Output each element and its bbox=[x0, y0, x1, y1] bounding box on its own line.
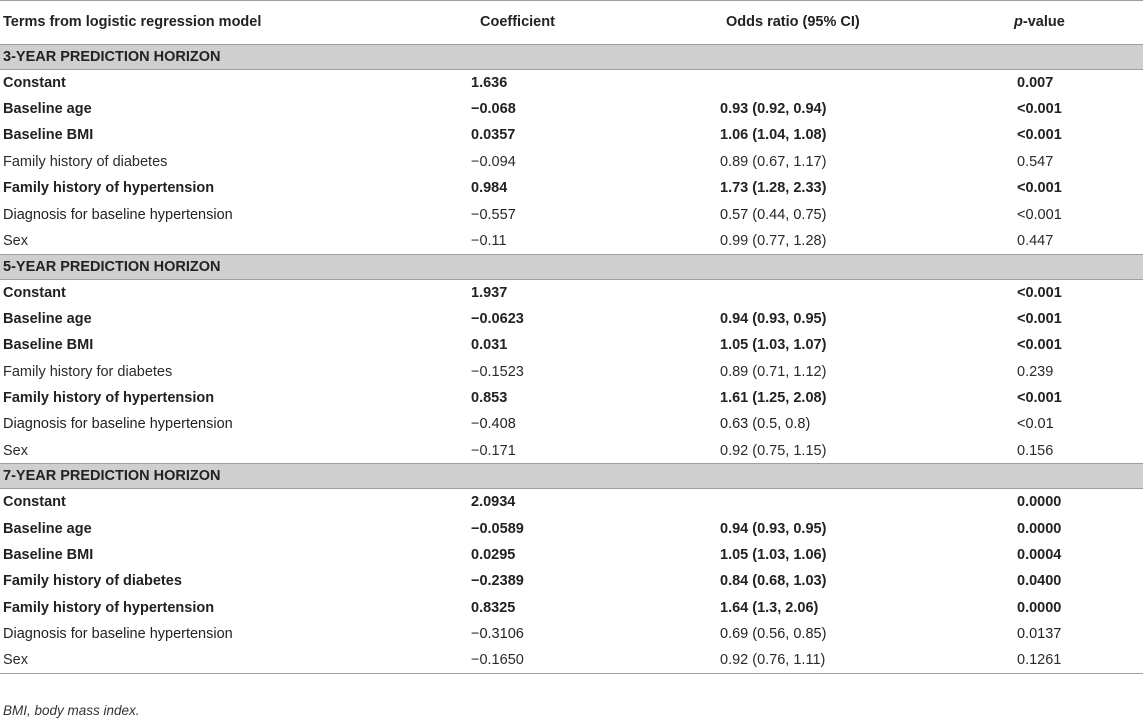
table-row bbox=[0, 489, 1143, 515]
odds-ratio-cell: 0.94 (0.93, 0.95) bbox=[720, 520, 827, 537]
odds-ratio-cell: 0.69 (0.56, 0.85) bbox=[720, 626, 827, 643]
p-value-cell: 0.447 bbox=[1017, 232, 1054, 249]
coefficient-cell: −0.2389 bbox=[471, 573, 524, 590]
table-row bbox=[0, 279, 1143, 305]
odds-ratio-cell bbox=[652, 279, 987, 305]
table-row bbox=[0, 332, 1143, 358]
p-value-cell: <0.001 bbox=[1017, 180, 1062, 197]
odds-ratio-cell: 1.73 (1.28, 2.33) bbox=[720, 180, 827, 197]
section-title: 7-YEAR PREDICTION HORIZON bbox=[0, 464, 1143, 489]
table-row bbox=[0, 175, 1143, 201]
term-cell: Sex bbox=[0, 647, 364, 673]
odds-ratio-cell: 0.84 (0.68, 1.03) bbox=[720, 573, 827, 590]
table-row bbox=[0, 595, 1143, 621]
term-cell: Family history of hypertension bbox=[3, 180, 215, 197]
term-cell: Constant bbox=[3, 74, 66, 91]
section-title: 3-YEAR PREDICTION HORIZON bbox=[0, 45, 1143, 70]
coefficient-cell: 0.984 bbox=[471, 180, 508, 197]
coefficient-cell: 0.0295 bbox=[471, 546, 516, 563]
odds-ratio-cell: 0.99 (0.77, 1.28) bbox=[720, 232, 827, 249]
term-cell: Diagnosis for baseline hypertension bbox=[3, 206, 233, 223]
coefficient-cell: 1.636 bbox=[471, 74, 508, 91]
odds-ratio-cell: 1.05 (1.03, 1.07) bbox=[720, 337, 827, 354]
table-row bbox=[0, 70, 1143, 96]
p-value-cell: 0.0000 bbox=[1017, 520, 1062, 537]
odds-ratio-cell bbox=[652, 70, 987, 96]
header-coefficient: Coefficient bbox=[364, 1, 652, 45]
table-row bbox=[0, 306, 1143, 332]
term-cell: Family history of diabetes bbox=[3, 153, 168, 170]
section-header-row bbox=[0, 464, 1143, 489]
odds-ratio-cell: 1.61 (1.25, 2.08) bbox=[720, 389, 827, 406]
p-value-cell: 0.0000 bbox=[1017, 599, 1062, 616]
table-row bbox=[0, 542, 1143, 568]
odds-ratio-cell: 0.89 (0.67, 1.17) bbox=[720, 153, 827, 170]
table-body bbox=[0, 45, 1143, 674]
p-value-cell: 0.007 bbox=[1017, 74, 1054, 91]
table-row bbox=[0, 515, 1143, 541]
term-cell: Sex bbox=[3, 232, 28, 249]
term-cell: Baseline age bbox=[3, 101, 92, 118]
p-value-cell: <0.001 bbox=[1017, 101, 1062, 118]
term-cell: Baseline age bbox=[3, 310, 92, 327]
term-cell: Family history of hypertension bbox=[3, 389, 215, 406]
coefficient-cell: −0.3106 bbox=[471, 626, 524, 643]
p-value-cell: <0.001 bbox=[1017, 310, 1062, 327]
header-odds-ratio: Odds ratio (95% CI) bbox=[652, 1, 987, 45]
term-cell: Baseline BMI bbox=[3, 546, 94, 563]
section-title: 5-YEAR PREDICTION HORIZON bbox=[0, 254, 1143, 279]
section-header-row bbox=[0, 45, 1143, 70]
term-cell: Diagnosis for baseline hypertension bbox=[3, 416, 233, 433]
term-cell: Baseline BMI bbox=[3, 337, 94, 354]
table-row bbox=[0, 411, 1143, 437]
coefficient-cell: −0.068 bbox=[471, 101, 516, 118]
section-header-row bbox=[0, 254, 1143, 279]
term-cell: Sex bbox=[3, 442, 28, 459]
odds-ratio-cell bbox=[652, 489, 987, 515]
p-value-cell: 0.547 bbox=[1017, 153, 1054, 170]
odds-ratio-cell: 0.93 (0.92, 0.94) bbox=[720, 101, 827, 118]
term-cell: Family history of diabetes bbox=[3, 573, 182, 590]
header-row bbox=[0, 1, 1143, 45]
odds-ratio-cell: 0.92 (0.75, 1.15) bbox=[720, 442, 827, 459]
coefficient-cell: 0.0357 bbox=[471, 127, 516, 144]
p-value-cell: 0.0004 bbox=[1017, 546, 1062, 563]
term-cell: Baseline age bbox=[3, 520, 92, 537]
term-cell: Constant bbox=[3, 284, 66, 301]
odds-ratio-cell: 0.89 (0.71, 1.12) bbox=[720, 363, 827, 380]
term-cell: Baseline BMI bbox=[3, 127, 94, 144]
table-row bbox=[0, 201, 1143, 227]
p-value-cell: <0.001 bbox=[1017, 284, 1062, 301]
odds-ratio-cell: 0.63 (0.5, 0.8) bbox=[720, 416, 811, 433]
coefficient-cell: −0.0623 bbox=[471, 310, 524, 327]
table-row bbox=[0, 621, 1143, 647]
term-cell: Diagnosis for baseline hypertension bbox=[3, 626, 233, 643]
table-row bbox=[0, 96, 1143, 122]
coefficient-cell: 2.0934 bbox=[471, 494, 516, 511]
coefficient-cell: −0.1650 bbox=[364, 647, 652, 673]
coefficient-cell: −0.11 bbox=[471, 232, 507, 249]
odds-ratio-cell: 0.92 (0.76, 1.11) bbox=[652, 647, 987, 673]
odds-ratio-cell: 0.57 (0.44, 0.75) bbox=[720, 206, 827, 223]
p-value-cell: <0.01 bbox=[1017, 416, 1054, 433]
coefficient-cell: −0.0589 bbox=[471, 520, 524, 537]
coefficient-cell: −0.1523 bbox=[471, 363, 524, 380]
p-value-cell: <0.001 bbox=[1017, 337, 1062, 354]
p-value-cell: 0.156 bbox=[1017, 442, 1054, 459]
header-p-value bbox=[987, 1, 1143, 45]
term-cell: Family history of hypertension bbox=[3, 599, 215, 616]
header-p-suffix: -value bbox=[1022, 14, 1065, 30]
odds-ratio-cell: 1.05 (1.03, 1.06) bbox=[720, 546, 827, 563]
p-value-cell: 0.0400 bbox=[1017, 573, 1062, 590]
table-row bbox=[0, 385, 1143, 411]
coefficient-cell: 0.853 bbox=[471, 389, 508, 406]
coefficient-cell: −0.557 bbox=[471, 206, 516, 223]
table-row bbox=[0, 438, 1143, 464]
table-footnote: BMI, body mass index. bbox=[3, 703, 140, 718]
coefficient-cell: 0.8325 bbox=[471, 599, 516, 616]
coefficient-cell: −0.408 bbox=[471, 416, 516, 433]
p-value-cell: <0.001 bbox=[1017, 127, 1062, 144]
p-value-cell: 0.239 bbox=[1017, 363, 1054, 380]
p-value-cell: <0.001 bbox=[1017, 206, 1062, 223]
p-value-cell: 0.0137 bbox=[1017, 626, 1062, 643]
p-value-cell: 0.0000 bbox=[1017, 494, 1062, 511]
coefficient-cell: −0.171 bbox=[471, 442, 516, 459]
table-row bbox=[0, 122, 1143, 148]
header-terms: Terms from logistic regression model bbox=[0, 1, 364, 45]
table-row bbox=[0, 358, 1143, 384]
coefficient-cell: 0.031 bbox=[471, 337, 508, 354]
p-value-cell: 0.1261 bbox=[987, 647, 1143, 673]
odds-ratio-cell: 1.06 (1.04, 1.08) bbox=[720, 127, 827, 144]
odds-ratio-cell: 1.64 (1.3, 2.06) bbox=[720, 599, 819, 616]
table-row bbox=[0, 568, 1143, 594]
table-row bbox=[0, 228, 1143, 254]
coefficient-cell: −0.094 bbox=[471, 153, 516, 170]
odds-ratio-cell: 0.94 (0.93, 0.95) bbox=[720, 310, 827, 327]
header-p-italic: p bbox=[1014, 14, 1023, 30]
table-row bbox=[0, 647, 1143, 673]
coefficient-cell: 1.937 bbox=[471, 284, 508, 301]
term-cell: Family history for diabetes bbox=[3, 363, 173, 380]
table-row bbox=[0, 149, 1143, 175]
term-cell: Constant bbox=[3, 494, 66, 511]
p-value-cell: <0.001 bbox=[1017, 389, 1062, 406]
